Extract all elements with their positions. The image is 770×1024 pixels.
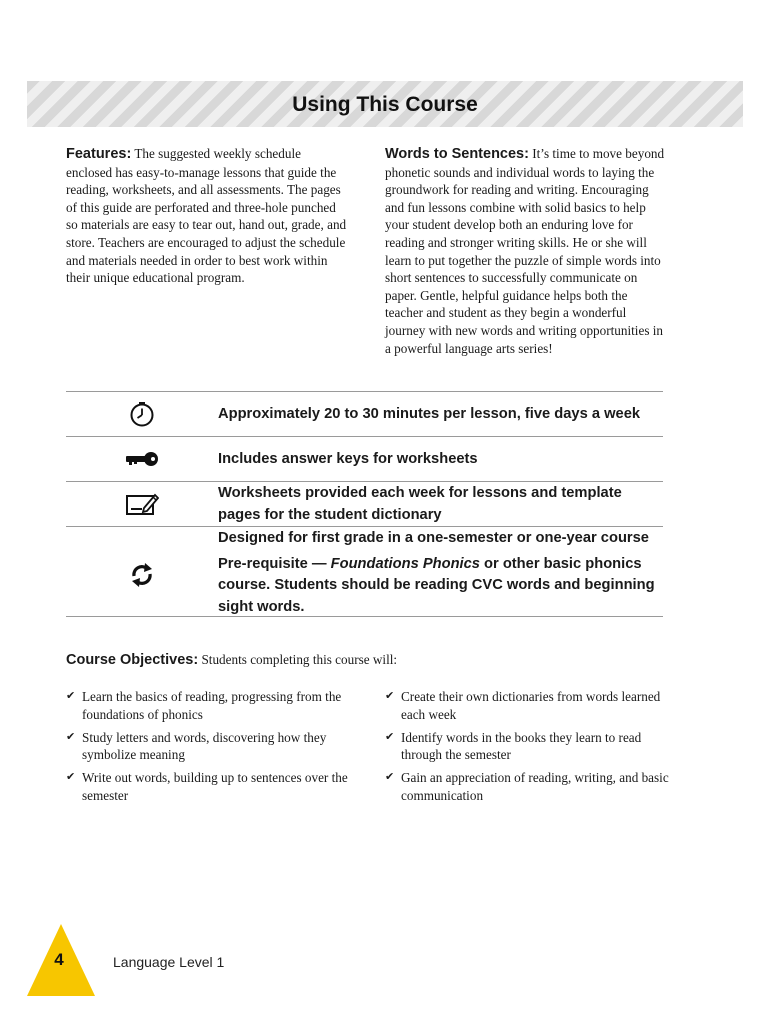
- info-answer-keys-text: Includes answer keys for worksheets: [218, 451, 478, 467]
- features-text: The suggested weekly schedule enclosed has easy-to-manage lessons that guide the reading, worksheets, and all assessments. The pages of this guide are perforated and three-hole punched so materials are easy to tear out, hand out, grade, and store. Teachers are encouraged to adjust the schedule and materials needed in order to best work within their unique educational program.: [66, 146, 347, 286]
- objective-item: ✔ Learn the basics of reading, progressing from the foundations of phonics: [66, 689, 342, 722]
- features-label: Features:: [66, 146, 132, 162]
- prereq-suffix: or other basic phonics course. Students should be reading CVC words and beginning sight words.: [218, 555, 655, 615]
- worksheet-pencil-icon: [125, 490, 159, 518]
- objectives-list-right: [385, 688, 675, 810]
- objective-item: ✔ Write out words, building up to sentences over the semester: [66, 770, 348, 803]
- check-icon: ✔: [385, 690, 395, 702]
- info-row-worksheets: [66, 482, 663, 527]
- info-designed-text: Designed for first grade in a one-semester or one-year course: [218, 530, 649, 546]
- objectives-list-left: [66, 688, 356, 810]
- info-worksheets-text: Worksheets provided each week for lessons and template pages for the student dictionary: [218, 485, 622, 523]
- title-banner: [27, 81, 743, 127]
- features-section: [66, 145, 348, 287]
- check-icon: ✔: [385, 771, 395, 784]
- objective-item: ✔ Gain an appreciation of reading, writing, and basic communication: [385, 770, 669, 803]
- page-number: 4: [54, 950, 64, 969]
- clock-icon: [129, 401, 155, 427]
- objective-item: ✔ Study letters and words, discovering how they symbolize meaning: [66, 729, 327, 763]
- objective-item: ✔ Create their own dictionaries from words learned each week: [385, 689, 661, 722]
- check-icon: ✔: [66, 771, 76, 784]
- cycle-arrows-icon: [129, 561, 155, 589]
- objective-item: ✔ Identify words in the books they learn to read through the semester: [385, 729, 642, 763]
- words-to-sentences-label: Words to Sentences:: [385, 146, 529, 162]
- key-icon: [125, 451, 159, 467]
- words-to-sentences-text: It’s time to move beyond phonetic sounds and individual words to laying the groundwork for reading and writing. Encouraging and fun lessons combine with solid basics to help your student develop both an enduring love for reading and stronger writing skills. He or she will learn to put together the puzzle of simple words into short sentences to successfully communicate on paper. Gentle, helpful guidance helps both the teacher and student as they begin a wonderful journey with new words and writing opportunities in a powerful language arts series!: [385, 146, 665, 356]
- prereq-prefix: Pre-requisite —: [218, 555, 331, 572]
- objectives-label: Course Objectives:: [66, 652, 199, 668]
- course-objectives-heading: [66, 652, 397, 668]
- check-icon: ✔: [66, 730, 76, 743]
- check-icon: ✔: [385, 730, 395, 743]
- info-row-answer-keys: [66, 437, 663, 482]
- course-info-table: [66, 391, 663, 617]
- objectives-intro: Students completing this course will:: [201, 652, 398, 667]
- info-row-time: [66, 392, 663, 437]
- info-time-text: Approximately 20 to 30 minutes per lesson, five days a week: [218, 406, 641, 422]
- page-title: Using This Course: [292, 93, 478, 116]
- info-prereq-text: [218, 554, 663, 619]
- check-icon: ✔: [66, 690, 76, 702]
- info-row-designed: [66, 527, 663, 617]
- info-designed-group: [218, 527, 663, 616]
- words-to-sentences-section: [385, 145, 667, 357]
- prereq-course-title: Foundations Phonics: [330, 555, 480, 572]
- footer-book-title: Language Level 1: [113, 954, 225, 970]
